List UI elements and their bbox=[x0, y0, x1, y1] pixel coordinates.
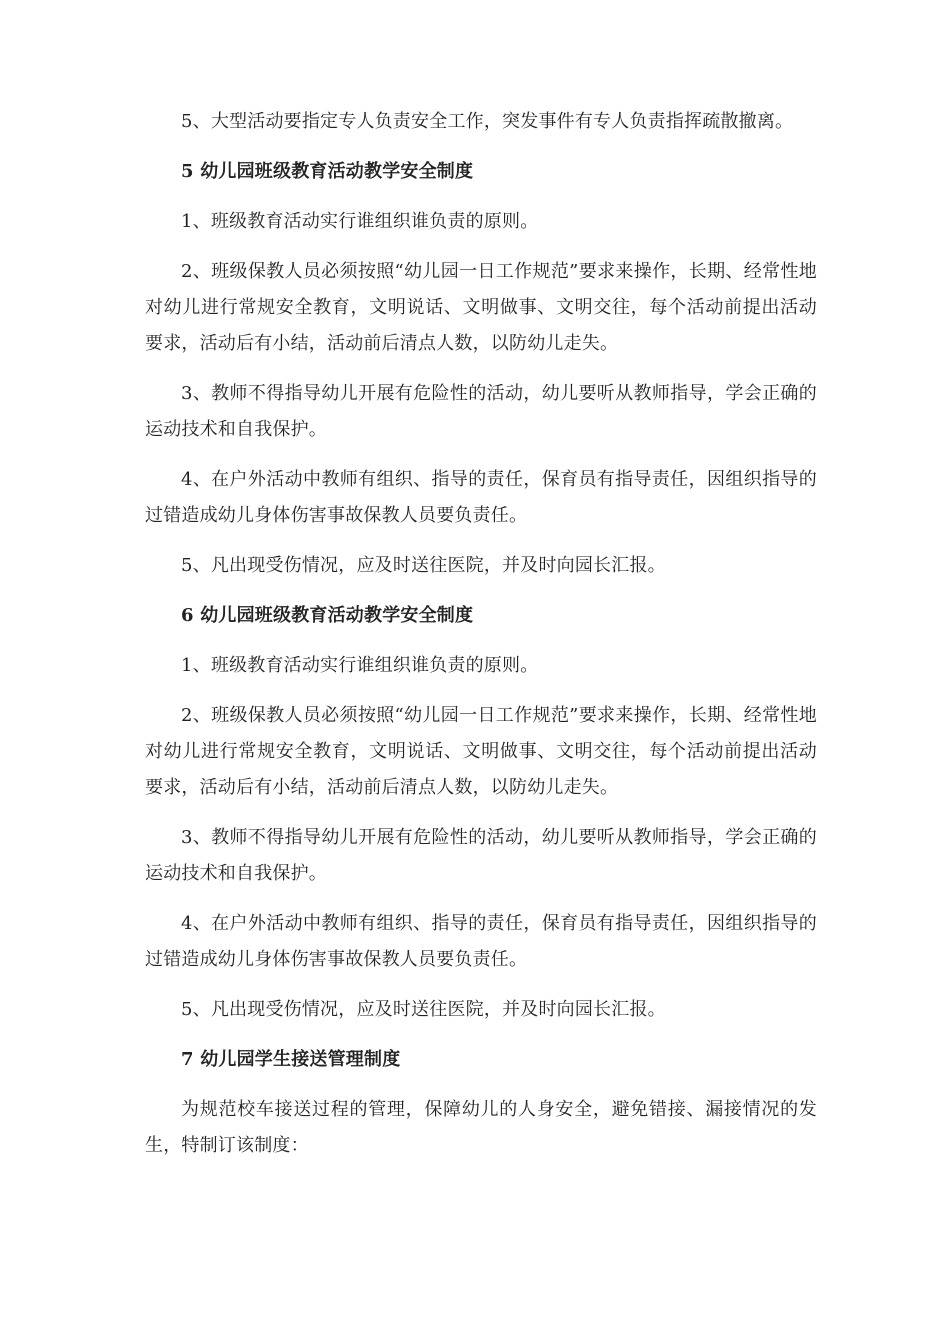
section-heading: 6 幼儿园班级教育活动教学安全制度 bbox=[181, 605, 474, 626]
paragraph: 1、班级教育活动实行谁组织谁负责的原则。 bbox=[181, 211, 539, 232]
paragraph: 4、在户外活动中教师有组织、指导的责任，保育员有指导责任，因组织指导的过错造成幼儿身体伤害事故保教人员要负责任。 bbox=[145, 913, 817, 970]
paragraph: 5、凡出现受伤情况，应及时送往医院，并及时向园长汇报。 bbox=[181, 555, 666, 576]
document-body bbox=[145, 104, 817, 1178]
paragraph: 1、班级教育活动实行谁组织谁负责的原则。 bbox=[181, 655, 539, 676]
section-heading: 5 幼儿园班级教育活动教学安全制度 bbox=[181, 161, 474, 182]
section-heading: 7 幼儿园学生接送管理制度 bbox=[181, 1049, 401, 1070]
paragraph: 2、班级保教人员必须按照“幼儿园一日工作规范”要求来操作，长期、经常性地对幼儿进行常规安全教育，文明说话、文明做事、文明交往，每个活动前提出活动要求，活动后有小结，活动前后清点人数，以防幼儿走失。 bbox=[145, 261, 817, 354]
paragraph: 为规范校车接送过程的管理，保障幼儿的人身安全，避免错接、漏接情况的发生，特制订该制度： bbox=[145, 1099, 817, 1156]
paragraph: 5、凡出现受伤情况，应及时送往医院，并及时向园长汇报。 bbox=[181, 999, 666, 1020]
paragraph: 3、教师不得指导幼儿开展有危险性的活动，幼儿要听从教师指导，学会正确的运动技术和自我保护。 bbox=[145, 827, 817, 884]
paragraph: 2、班级保教人员必须按照“幼儿园一日工作规范”要求来操作，长期、经常性地对幼儿进行常规安全教育，文明说话、文明做事、文明交往，每个活动前提出活动要求，活动后有小结，活动前后清点人数，以防幼儿走失。 bbox=[145, 705, 817, 798]
paragraph: 3、教师不得指导幼儿开展有危险性的活动，幼儿要听从教师指导，学会正确的运动技术和自我保护。 bbox=[145, 383, 817, 440]
paragraph: 4、在户外活动中教师有组织、指导的责任，保育员有指导责任，因组织指导的过错造成幼儿身体伤害事故保教人员要负责任。 bbox=[145, 469, 817, 526]
paragraph: 5、大型活动要指定专人负责安全工作，突发事件有专人负责指挥疏散撤离。 bbox=[181, 111, 794, 132]
